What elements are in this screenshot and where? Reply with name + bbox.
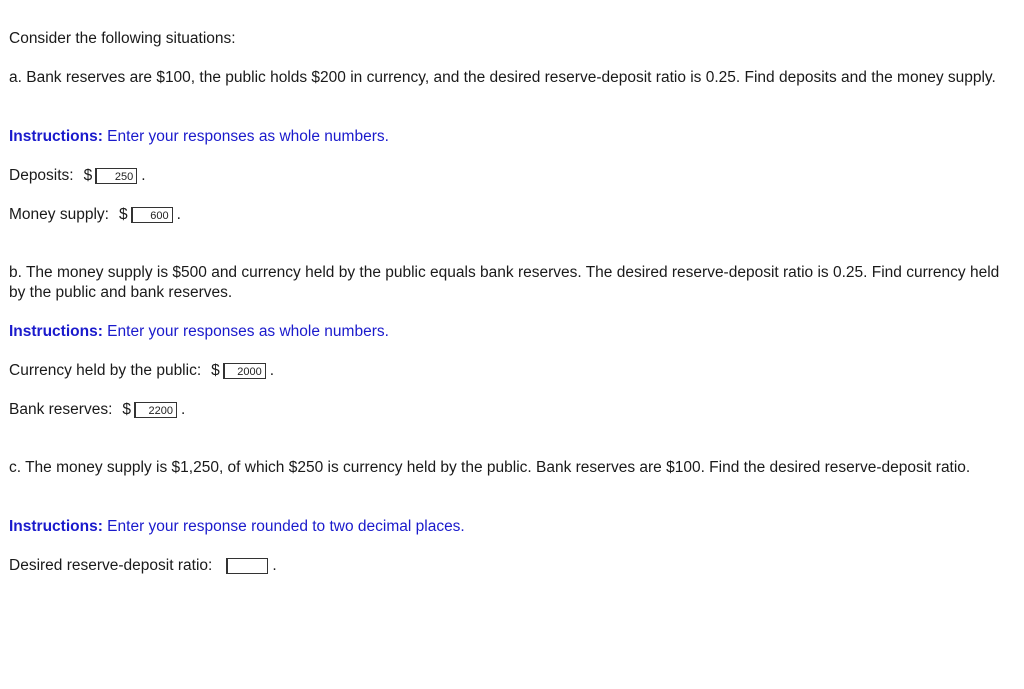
dollar-sign: $ (211, 362, 220, 379)
question-b: b. The money supply is $500 and currency held by the public equals bank reserves. The desired reserve-deposit ratio is 0.25. Find currency held by the public and bank reserves. (9, 264, 1000, 301)
period: . (176, 206, 181, 223)
instructions-b-label: Instructions: (9, 323, 103, 340)
instructions-c-label: Instructions: (9, 518, 103, 535)
dollar-sign: $ (122, 401, 132, 418)
bank-reserves-label: Bank reserves: (9, 401, 113, 418)
question-c: c. The money supply is $1,250, of which $250 is currency held by the public. Bank reserves are $100. Find the desired reserve-deposit ratio. (9, 459, 971, 476)
period: . (181, 401, 186, 418)
instructions-a-text: Enter your responses as whole numbers. (102, 128, 389, 145)
instructions-a-label: Instructions: (9, 128, 103, 145)
bank-reserves-input[interactable]: 2200 (134, 402, 177, 418)
reserve-ratio-input[interactable] (226, 558, 268, 574)
deposits-label: Deposits: (9, 167, 74, 184)
currency-public-label: Currency held by the public: (9, 362, 202, 379)
dollar-sign: $ (118, 206, 128, 223)
period: . (141, 167, 146, 184)
instructions-b-text: Enter your responses as whole numbers. (102, 323, 389, 340)
currency-public-row (9, 361, 274, 381)
reserve-ratio-row (9, 556, 277, 576)
bank-reserves-row (9, 400, 185, 420)
deposits-input[interactable]: 250 (95, 168, 137, 184)
instructions-b (9, 322, 389, 342)
instructions-c-text: Enter your response rounded to two decimal places. (102, 518, 465, 535)
instructions-a (9, 127, 389, 147)
instructions-c (9, 517, 465, 537)
reserve-ratio-label: Desired reserve-deposit ratio: (9, 557, 213, 574)
currency-public-input[interactable]: 2000 (223, 363, 266, 379)
money-supply-label: Money supply: (9, 206, 109, 223)
intro-text: Consider the following situations: (9, 30, 236, 47)
deposits-row (9, 166, 146, 186)
question-a: a. Bank reserves are $100, the public holds $200 in currency, and the desired reserve-deposit ratio is 0.25. Find deposits and the money supply. (9, 69, 996, 86)
dollar-sign: $ (83, 167, 93, 184)
period: . (269, 362, 275, 379)
money-supply-row (9, 205, 181, 225)
period: . (272, 557, 277, 574)
money-supply-input[interactable]: 600 (131, 207, 173, 223)
